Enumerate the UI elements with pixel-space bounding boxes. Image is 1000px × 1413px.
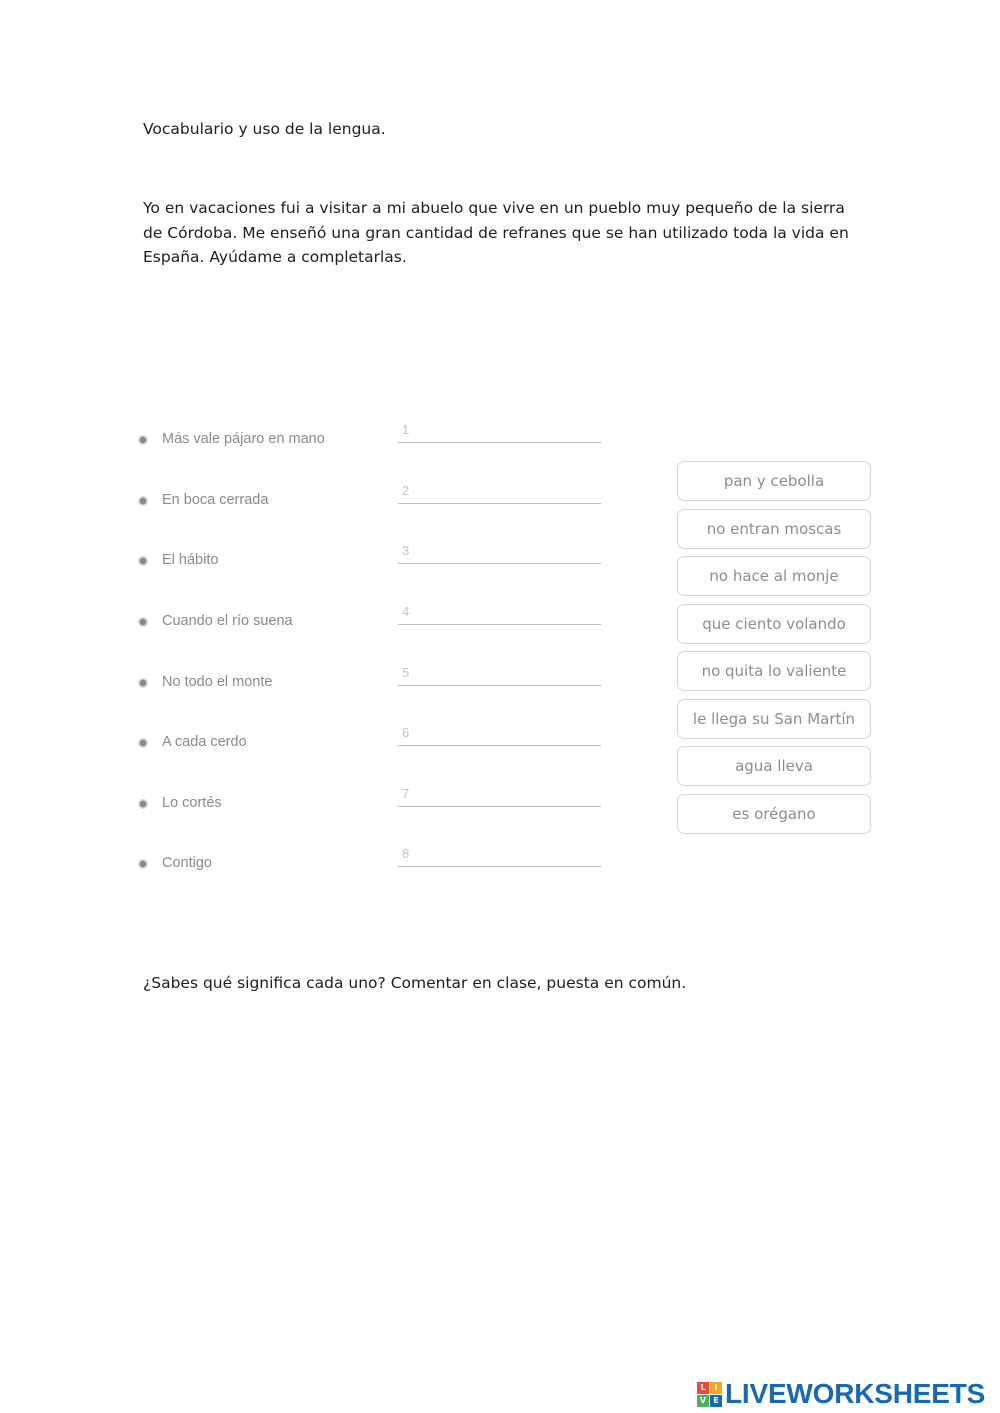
logo-mark-icon <box>697 1382 722 1407</box>
answer-dropzone[interactable] <box>398 784 601 807</box>
option-no-entran-moscas[interactable]: no entran moscas <box>677 509 871 549</box>
bullet-icon <box>138 435 148 445</box>
bullet-icon <box>138 678 148 688</box>
bullet-icon <box>138 556 148 566</box>
answer-number: 7 <box>402 786 410 801</box>
answer-number: 2 <box>402 483 410 498</box>
answer-number: 5 <box>402 665 410 680</box>
option-no-hace-al-monje[interactable]: no hace al monje <box>677 556 871 596</box>
logo-letter: V <box>697 1395 709 1407</box>
bullet-icon <box>138 617 148 627</box>
bullet-icon <box>138 496 148 506</box>
prompt-row <box>137 665 607 712</box>
answer-dropzone[interactable] <box>398 844 601 867</box>
prompt-text: A cada cerdo <box>162 734 247 750</box>
option-no-quita-lo-valiente[interactable]: no quita lo valiente <box>677 651 871 691</box>
answer-number: 4 <box>402 604 410 619</box>
bullet-icon <box>138 799 148 809</box>
answer-dropzone[interactable] <box>398 602 601 625</box>
bullet-icon <box>138 738 148 748</box>
worksheet-title: Vocabulario y uso de la lengua. <box>143 120 386 138</box>
bullet-icon <box>138 859 148 869</box>
logo-letter: E <box>710 1395 722 1407</box>
option-que-ciento-volando[interactable]: que ciento volando <box>677 604 871 644</box>
prompt-row <box>137 604 607 651</box>
prompt-text: Más vale pájaro en mano <box>162 431 325 447</box>
option-le-llega-su-san-martin[interactable]: le llega su San Martín <box>677 699 871 739</box>
answer-number: 8 <box>402 846 410 861</box>
prompt-text: El hábito <box>162 552 219 568</box>
prompt-text: Contigo <box>162 855 212 871</box>
prompt-row <box>137 543 607 590</box>
prompt-row <box>137 846 607 893</box>
prompt-row <box>137 725 607 772</box>
instructions-paragraph: Yo en vacaciones fui a visitar a mi abuelo que vive en un pueblo muy pequeño de la sierra de Córdoba. Me enseñó una gran cantidad de refranes que se han utilizado toda la vida en España. Ayúdame a completarlas. <box>143 199 849 266</box>
option-agua-lleva[interactable]: agua lleva <box>677 746 871 786</box>
option-es-oregano[interactable]: es orégano <box>677 794 871 834</box>
prompt-row <box>137 483 607 530</box>
closing-question: ¿Sabes qué significa cada uno? Comentar en clase, puesta en común. <box>143 974 687 992</box>
answer-dropzone[interactable] <box>398 481 601 504</box>
prompt-row <box>137 422 607 469</box>
liveworksheets-logo <box>697 1378 985 1410</box>
logo-letter: L <box>697 1382 709 1394</box>
answer-number: 1 <box>402 422 410 437</box>
prompt-text: Cuando el río suena <box>162 613 293 629</box>
answer-dropzone[interactable] <box>398 723 601 746</box>
option-pan-y-cebolla[interactable]: pan y cebolla <box>677 461 871 501</box>
prompt-text: No todo el monte <box>162 674 273 690</box>
prompt-text: En boca cerrada <box>162 492 269 508</box>
brand-name: LIVEWORKSHEETS <box>725 1378 986 1409</box>
prompt-text: Lo cortés <box>162 795 222 811</box>
answer-dropzone[interactable] <box>398 663 601 686</box>
answer-dropzone[interactable] <box>398 541 601 564</box>
answer-number: 6 <box>402 725 410 740</box>
answer-dropzone[interactable] <box>398 420 601 443</box>
answer-number: 3 <box>402 543 410 558</box>
prompt-row <box>137 786 607 833</box>
logo-letter: I <box>710 1382 722 1394</box>
